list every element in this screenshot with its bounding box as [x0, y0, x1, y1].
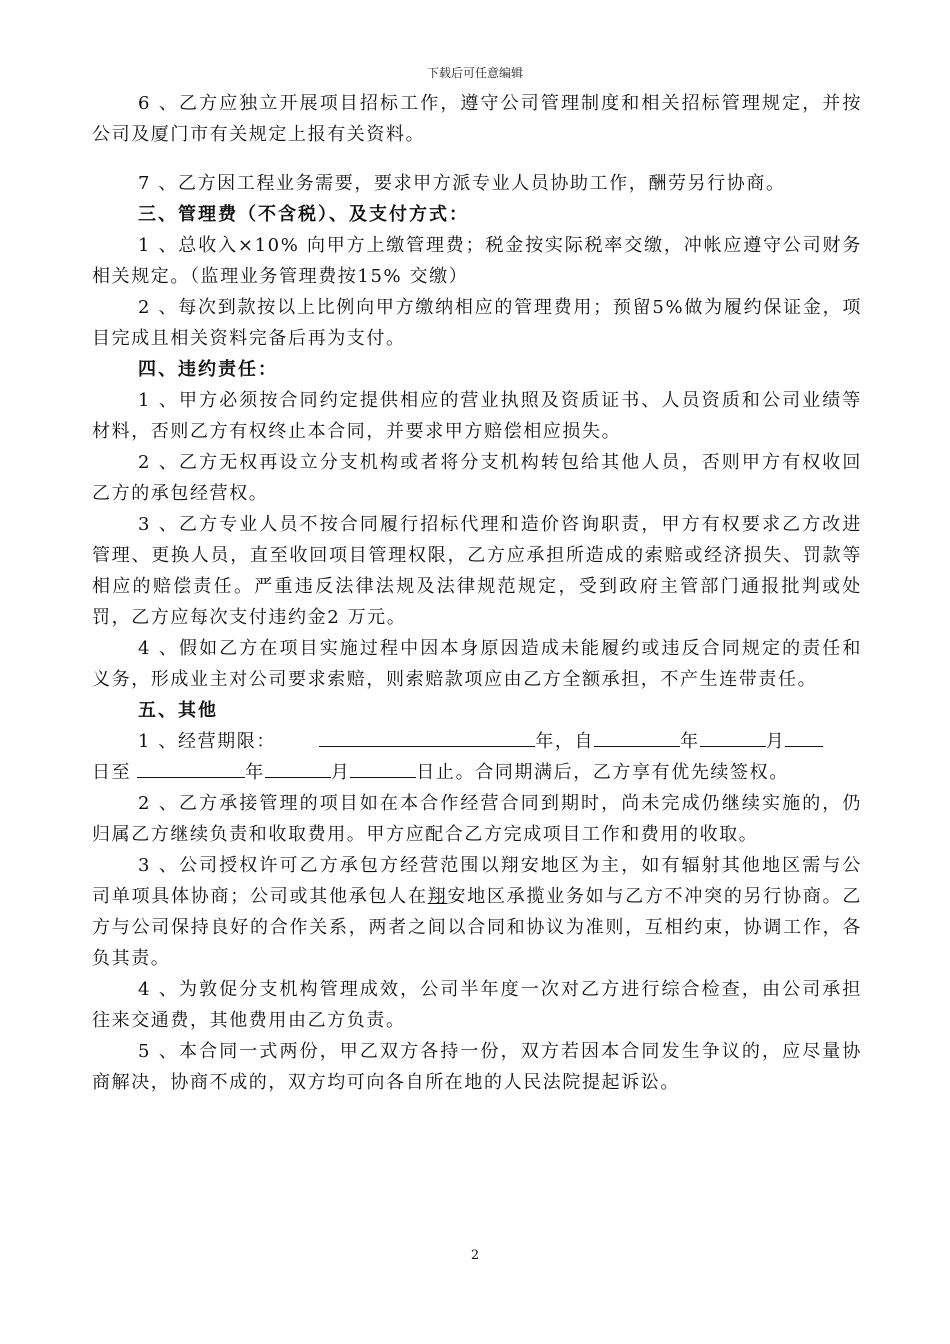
term-prefix: 1 、经营期限： [138, 731, 276, 752]
clause-7: 7 、乙方因工程业务需要，要求甲方派专业人员协助工作，酬劳另行协商。 [138, 173, 786, 194]
term-years-blank[interactable] [319, 728, 535, 747]
end-month-label: 月 [330, 762, 351, 783]
start-year-blank[interactable] [594, 728, 680, 747]
section-4-heading: 四、违约责任： [138, 359, 278, 380]
term-line-2 [92, 757, 862, 788]
section-5-item-2: 2 、乙方承接管理的项目如在本合作经营合同到期时，尚未完成仍继续实施的，仍归属乙方继续负责和收取费用。甲方应配合乙方完成项目工作和费用的收取。 [92, 793, 862, 845]
section-4-item-2: 2 、乙方无权再设立分支机构或者将分支机构转包给其他人员，否则甲方有权收回乙方的承包经营权。 [92, 452, 862, 504]
section-3-item-1: 1 、总收入×10% 向甲方上缴管理费；税金按实际税率交缴，冲帐应遵守公司财务相关规定。（监理业务管理费按15% 交缴） [92, 235, 862, 287]
section-4-item-4: 4 、假如乙方在项目实施过程中因本身原因造成未能履约或违反合同规定的责任和义务，形成业主对公司要求索赔，则索赔款项应由乙方全额承担，不产生连带责任。 [92, 638, 862, 690]
start-month-label: 月 [765, 731, 786, 752]
term-from-label: ，自 [554, 731, 595, 752]
term-line-1 [92, 726, 862, 757]
section-4-item-3: 3 、乙方专业人员不按合同履行招标代理和造价咨询职责，甲方有权要求乙方改进管理、更换人员，直至收回项目管理权限，乙方应承担所造成的索赔或经济损失、罚款等相应的赔偿责任。严重违反法律法规及法律规范规定，受到政府主管部门通报批判或处罚，乙方应每次支付违约金2 万元。 [92, 514, 862, 628]
section-5-heading: 五、其他 [138, 700, 218, 721]
item-3-underlined: 翔 [427, 886, 448, 907]
section-3-item-2: 2 、每次到款按以上比例向甲方缴纳相应的管理费用；预留5%做为履约保证金，项目完成且相关资料完备后再为支付。 [92, 297, 862, 349]
section-5-item-4: 4 、为敦促分支机构管理成效，公司半年度一次对乙方进行综合检查，由公司承担往来交通费，其他费用由乙方负责。 [92, 979, 862, 1031]
section-5-item-3 [92, 850, 862, 974]
section-5-item-5: 5 、本合同一式两份，甲乙双方各持一份，双方若因本合同发生争议的，应尽量协商解决，协商不成的，双方均可向各自所在地的人民法院提起诉讼。 [92, 1041, 862, 1093]
item-3-part-1: 3 、公司授权许可乙方承包方经营范围以翔安地区为主，如有辐射其他地区需与公司单项具体协商；公司或其他承包人在 [92, 855, 862, 907]
start-year-label: 年 [680, 731, 700, 752]
end-year-blank[interactable] [137, 759, 245, 778]
term-to-label: 日至 [92, 762, 132, 783]
page-number: 2 [470, 1248, 480, 1263]
start-day-blank[interactable] [785, 728, 823, 747]
term-end-text: 日止。合同期满后，乙方享有优先续签权。 [416, 762, 789, 783]
section-3-heading: 三、管理费（不含税）、及支付方式： [138, 204, 469, 225]
contract-body [92, 88, 862, 1098]
end-day-blank[interactable] [350, 759, 416, 778]
start-month-blank[interactable] [700, 728, 766, 747]
clause-6: 6 、乙方应独立开展项目招标工作，遵守公司管理制度和相关招标管理规定，并按公司及厦门市有关规定上报有关资料。 [92, 93, 862, 145]
item-3-part-2: 安地区承揽业务如与乙方不冲突的另行协商。乙方与公司保持良好的合作关系，两者之间以合同和协议为准则，互相约束，协调工作，各负其责。 [92, 886, 862, 969]
end-month-blank[interactable] [265, 759, 331, 778]
header-note: 下载后可任意编辑 [426, 66, 523, 80]
term-year-label: 年 [535, 731, 555, 752]
end-year-label: 年 [245, 762, 265, 783]
section-4-item-1: 1 、甲方必须按合同约定提供相应的营业执照及资质证书、人员资质和公司业绩等材料，否则乙方有权终止本合同，并要求甲方赔偿相应损失。 [92, 390, 862, 442]
